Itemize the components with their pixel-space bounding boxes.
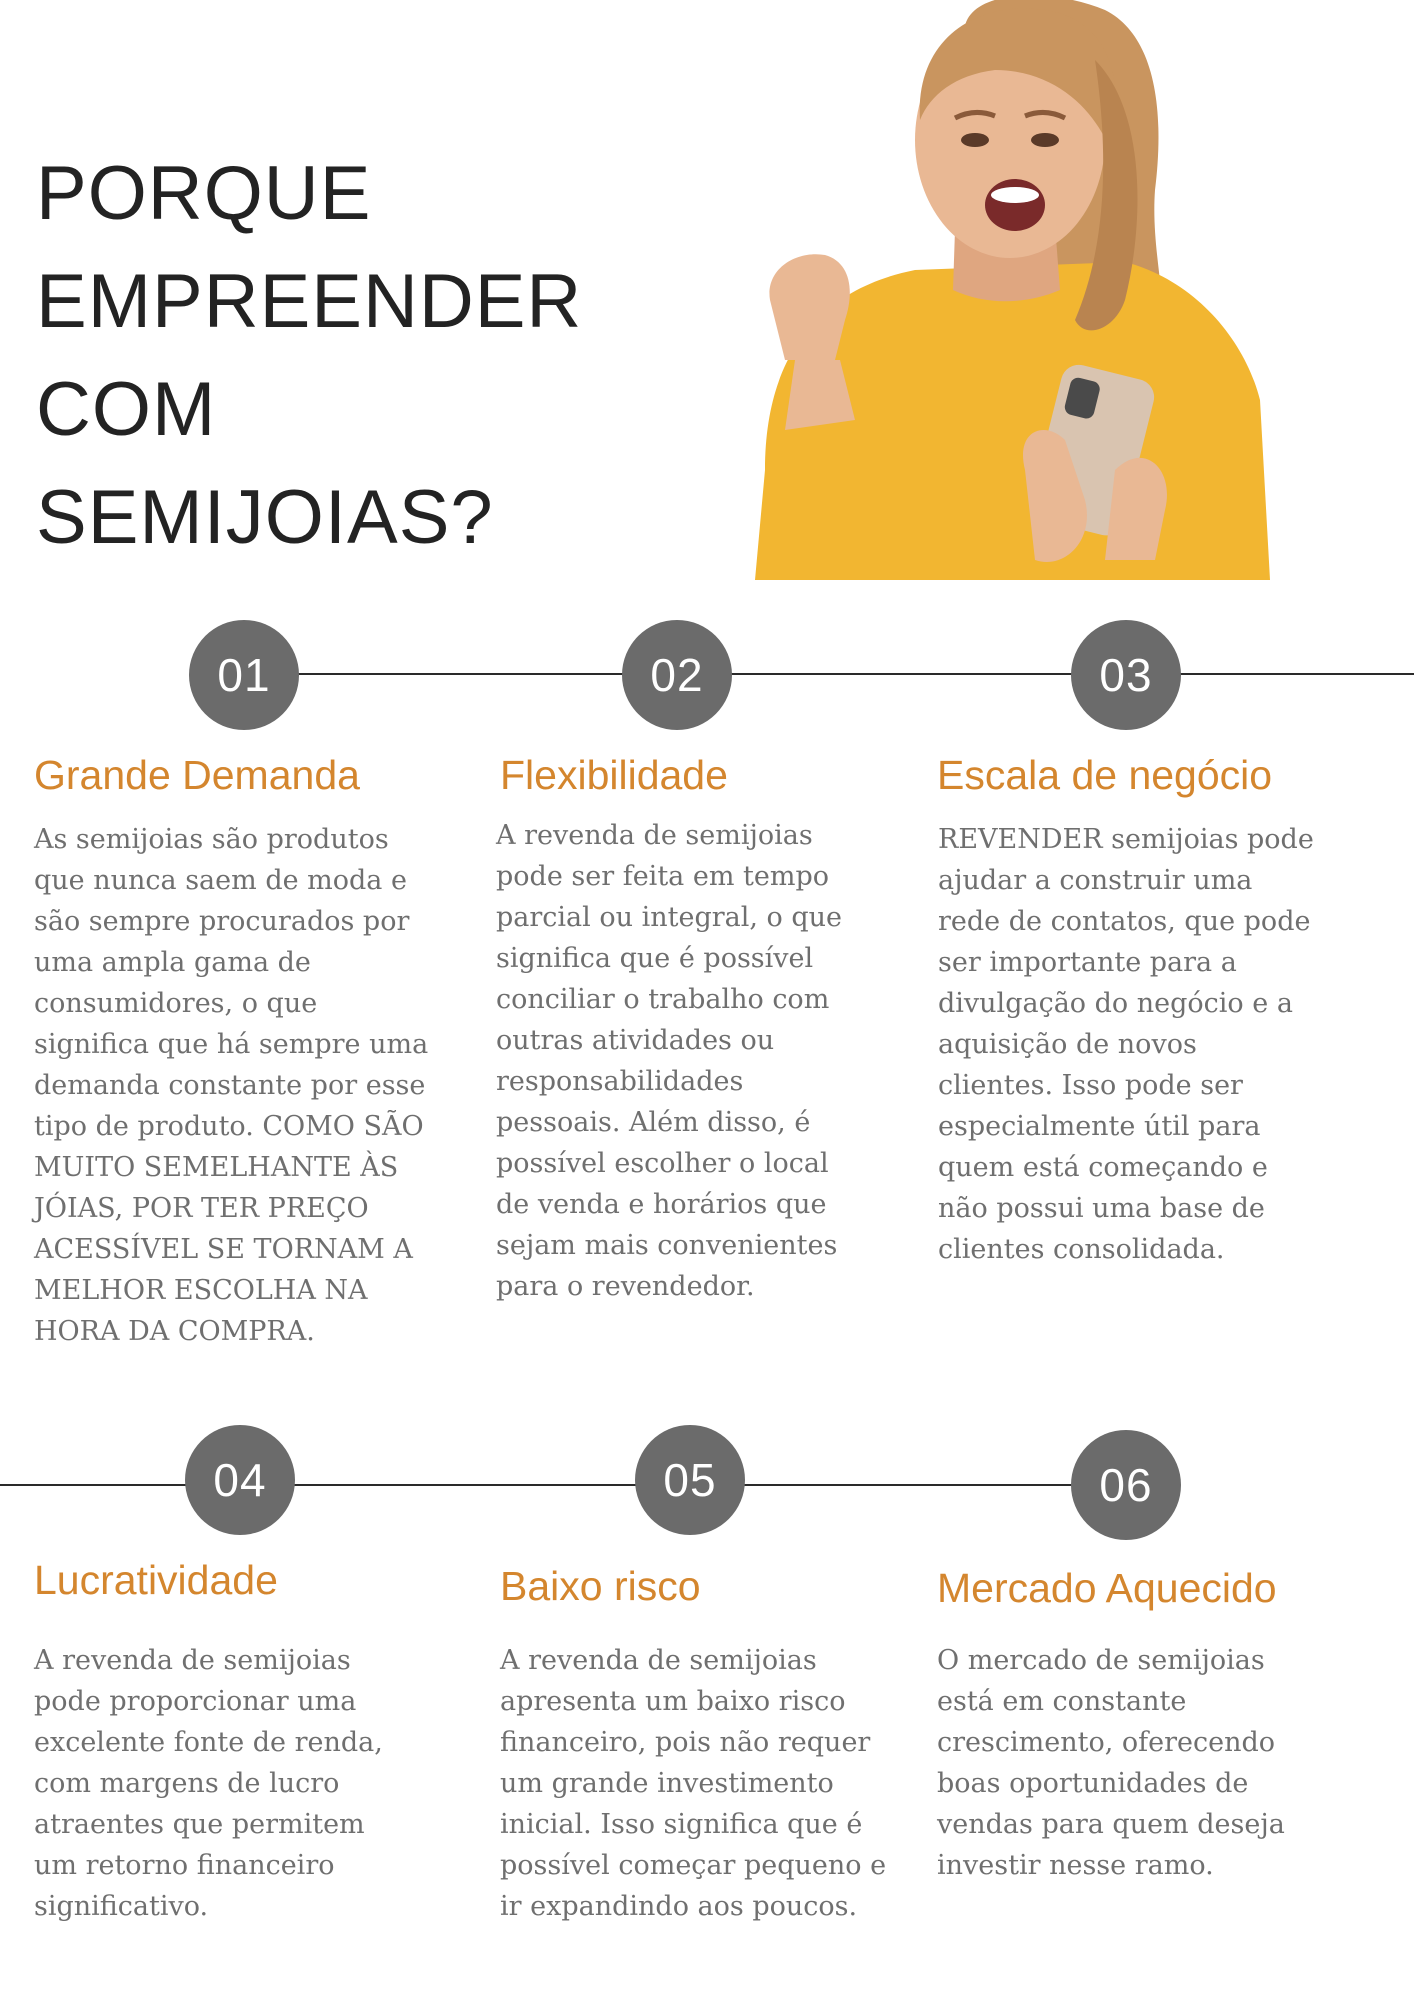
step-body-03: REVENDER semijoias pode ajudar a construir uma rede de contatos, que pode ser importante para a divulgação do negócio e a aquisição de novos clientes. Isso pode ser especialmente útil para quem está começando e não possui uma base de clientes consolidada. xyxy=(938,824,1314,1265)
step-badge-02: 02 xyxy=(622,620,732,730)
step-body-02: A revenda de semijoias pode ser feita em tempo parcial ou integral, o que significa que é possível conciliar o trabalho com outras atividades ou responsabilidades pessoais. Além disso, é possível escolher o local de venda e horários que sejam mais convenientes para o revendedor. xyxy=(496,820,843,1302)
title-line-1: PORQUE xyxy=(36,151,372,236)
step-badge-03: 03 xyxy=(1071,620,1181,730)
step-body-01: As semijoias são produtos que nunca saem de moda e são sempre procurados por uma ampla gama de consumidores, o que significa que há sempre uma demanda constante por esse tipo de produto. COMO SÃO MUITO SEMELHANTE ÀS JÓIAS, POR TER PREÇO ACESSÍVEL SE TORNAM A MELHOR ESCOLHA NA HORA DA COMPRA. xyxy=(34,824,429,1347)
step-badge-04: 04 xyxy=(185,1425,295,1535)
step-body-04: A revenda de semijoias pode proporcionar uma excelente fonte de renda, com margens de lucro atraentes que permitem um retorno financeiro significativo. xyxy=(34,1645,383,1922)
timeline-line-2 xyxy=(0,1484,1100,1486)
timeline-line-1 xyxy=(240,673,1414,675)
step-body-05: A revenda de semijoias apresenta um baixo risco financeiro, pois não requer um grande investimento inicial. Isso significa que é possível começar pequeno e ir expandindo aos poucos. xyxy=(500,1645,887,1922)
step-body-06: O mercado de semijoias está em constante crescimento, oferecendo boas oportunidades de vendas para quem deseja investir nesse ramo. xyxy=(937,1645,1285,1881)
step-heading-02: Flexibilidade xyxy=(500,752,728,798)
step-heading-04: Lucratividade xyxy=(34,1557,278,1603)
title-line-2: EMPREENDER COM xyxy=(36,259,583,452)
step-badge-01: 01 xyxy=(189,620,299,730)
step-badge-05: 05 xyxy=(635,1425,745,1535)
step-heading-05: Baixo risco xyxy=(500,1563,701,1609)
page-title xyxy=(36,140,756,572)
step-badge-06: 06 xyxy=(1071,1430,1181,1540)
step-heading-01: Grande Demanda xyxy=(34,752,360,798)
woman-excited-phone-image xyxy=(725,0,1295,580)
title-line-3: SEMIJOIAS? xyxy=(36,475,494,560)
step-heading-06: Mercado Aquecido xyxy=(937,1565,1277,1611)
step-heading-03: Escala de negócio xyxy=(937,752,1273,798)
